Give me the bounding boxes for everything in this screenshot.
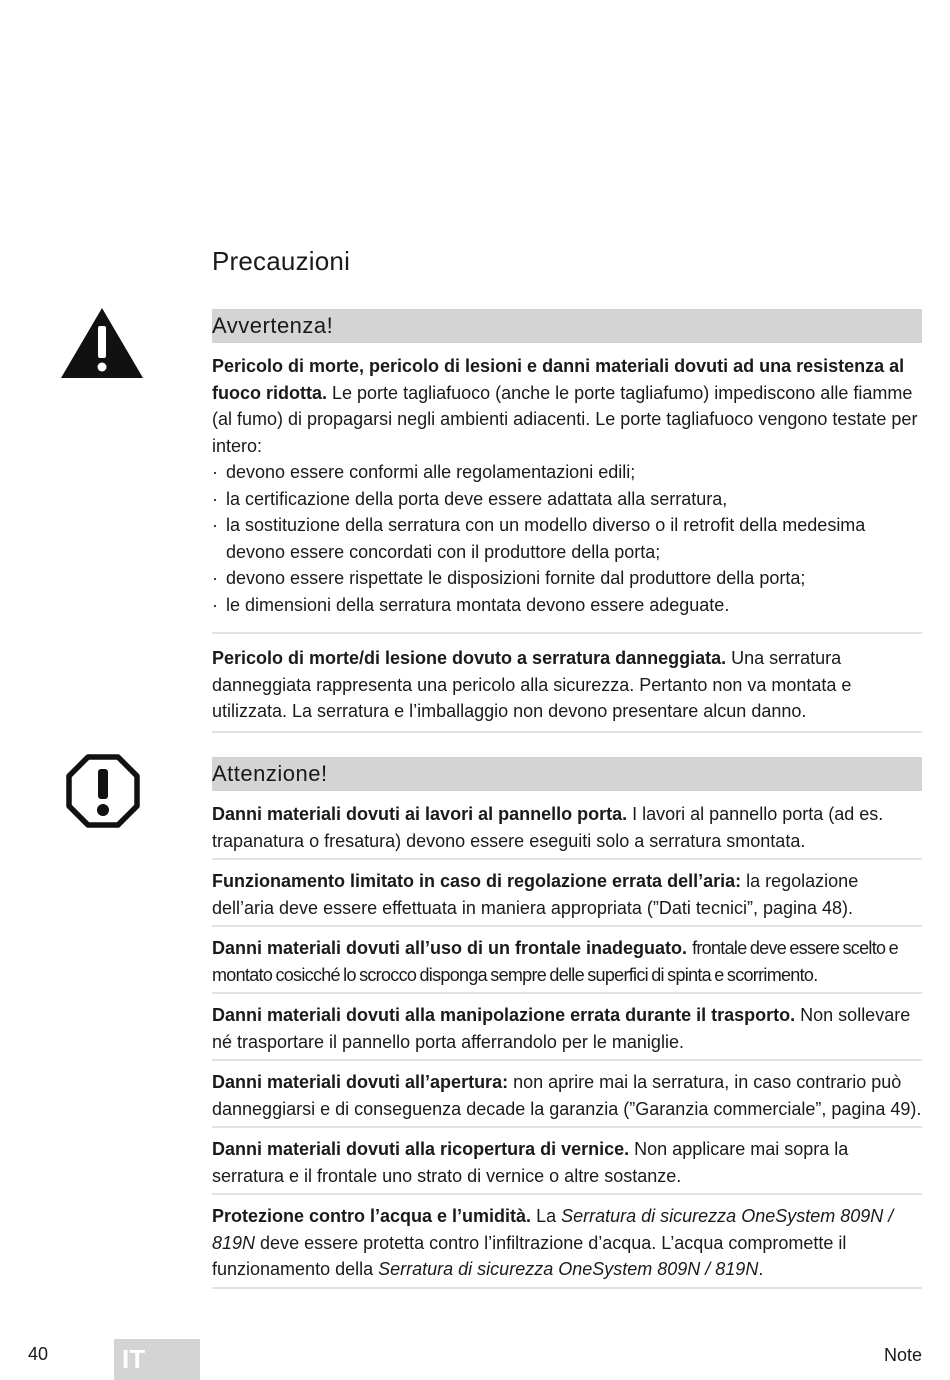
product-name: Serratura di sicurezza OneSystem 809N / 819N [378,1259,759,1279]
caution-item-water [212,1203,922,1283]
caution-item-lead: Protezione contro l’acqua e l’umidità. [212,1206,532,1226]
warning-heading: Avvertenza! [212,309,922,343]
caution-item-lead: Danni materiali dovuti all’uso di un frontale inadeguato. [212,938,688,958]
page-title: Precauzioni [212,246,351,276]
warning-triangle-icon [60,307,144,379]
product-name: Serratura di sicurezza OneSystem 809N / 819N [212,1206,894,1253]
caution-section [212,757,922,1289]
caution-item [212,868,922,921]
caution-item-body: frontale deve essere scelto e montato cosicché lo scrocco disponga sempre delle superfici di spinta e scorrimento. [212,938,898,985]
warning-section [212,309,922,733]
warning-paragraph-fire [212,353,922,459]
warning-lead-fire: Pericolo di morte, pericolo di lesioni e danni materiali dovuti ad una resistenza al fuoco ridotta. [212,356,905,403]
caution-heading: Attenzione! [212,757,922,791]
warning-lead-damaged: Pericolo di morte/di lesione dovuto a serratura danneggiata. [212,648,727,668]
caution-item-body: la regolazione dell’aria deve essere effettuata in maniera appropriata (”Dati tecnici”, pagina 48). [212,871,859,918]
caution-item [212,801,922,854]
footer-section-label: Note [883,1345,922,1365]
caution-item-body: Non applicare mai sopra la serratura e il frontale uno strato di vernice o altre sostanze. [212,1139,849,1186]
caution-item [212,1136,922,1189]
warning-body-fire: Le porte tagliafuoco (anche le porte tagliafumo) impediscono alle fiamme (al fumo) di propagarsi negli ambienti adiacenti. Le porte tagliafuoco vengono testate per intero: [212,382,918,456]
warning-body-damaged: Una serratura danneggiata rappresenta una pericolo alla sicurezza. Pertanto non va montata e utilizzata. La serratura e l’imballaggio non devono presentare alcun danno. [212,648,852,721]
caution-item-body: I lavori al pannello porta (ad es. trapanatura o fresatura) devono essere eseguiti solo a serratura smontata. [212,804,884,851]
caution-item [212,935,922,988]
caution-item-body: non aprire mai la serratura, in caso contrario può danneggiarsi e di conseguenza decade la garanzia (”Garanzia commerciale”, pagina 49). [212,1072,922,1119]
caution-item-text: La [536,1206,557,1226]
caution-item-lead: Danni materiali dovuti alla ricopertura di vernice. [212,1139,630,1159]
language-tab: IT [114,1339,200,1380]
caution-item-lead: Funzionamento limitato in caso di regolazione errata dell’aria: [212,871,742,891]
caution-item-body: Non sollevare né trasportare il pannello porta afferrandolo per le maniglie. [212,1005,911,1052]
divider [212,731,922,733]
caution-item-lead: Danni materiali dovuti all’apertura: [212,1072,509,1092]
caution-item-text: . [758,1259,764,1279]
divider [212,1287,922,1289]
caution-item [212,1002,922,1055]
list-item: · devono essere conformi alle regolamentazioni edili; [212,462,636,482]
list-item: · la certificazione della porta deve essere adattata alla serratura, [212,488,728,509]
caution-item-lead: Danni materiali dovuti ai lavori al pannello porta. [212,804,628,824]
caution-item [212,1069,922,1122]
caution-item-text: deve essere protetta contro l’infiltrazione d’acqua. L’acqua compromette il funzionamento della [212,1232,847,1279]
caution-octagon-icon [66,754,140,828]
fire-door-requirements-list [212,459,922,618]
page-number: 40 [28,1344,49,1364]
list-item: · le dimensioni della serratura montata devono essere adeguate. [212,594,730,615]
list-item: · la sostituzione della serratura con un modello diverso o il retrofit della medesima devono essere concordati con il produttore della porta; [212,515,866,562]
list-item: · devono essere rispettate le disposizioni fornite dal produttore della porta; [212,568,806,588]
caution-item-lead: Danni materiali dovuti alla manipolazione errata durante il trasporto. [212,1005,796,1025]
warning-paragraph-damaged-lock [212,645,922,725]
